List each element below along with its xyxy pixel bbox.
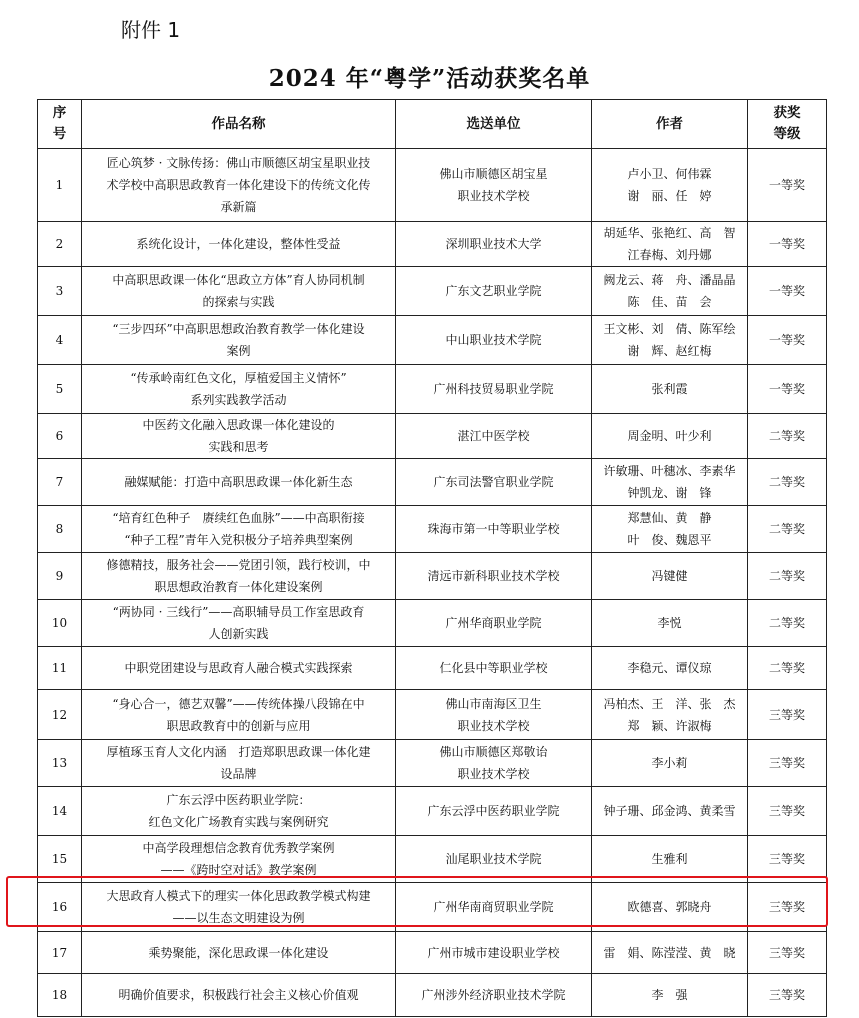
cell-seq: 2 (38, 222, 82, 267)
cell-award-level: 二等奖 (748, 600, 827, 647)
table-row (38, 506, 827, 553)
cell-author-line: 欧德喜、郭晓舟 (627, 900, 712, 914)
cell-author-line: 钟子珊、邱金鸿、黄柔雪 (603, 804, 736, 818)
cell-seq: 5 (38, 365, 82, 414)
table-row (38, 974, 827, 1017)
table-row (38, 149, 827, 222)
cell-author (592, 149, 748, 222)
cell-award-level: 二等奖 (748, 647, 827, 690)
cell-work-name-line: 中高职思政课一体化“思政立方体”育人协同机制 (112, 273, 365, 287)
cell-work-name (82, 267, 396, 316)
cell-award-level: 一等奖 (748, 365, 827, 414)
cell-author-line: 郑慧仙、黄 静 (627, 511, 712, 525)
cell-author-line: 雷 娟、陈滢滢、黄 晓 (603, 945, 736, 960)
cell-seq: 8 (38, 506, 82, 553)
cell-author-line: 李悦 (657, 616, 682, 630)
cell-unit (396, 222, 592, 267)
cell-unit (396, 506, 592, 553)
cell-award-level: 三等奖 (748, 883, 827, 932)
cell-unit-line: 职业技术学校 (457, 767, 530, 781)
cell-seq: 11 (38, 647, 82, 690)
cell-work-name-line: “传承岭南红色文化，厚植爱国主义情怀” (130, 371, 347, 385)
header-unit: 选送单位 (396, 100, 592, 149)
cell-unit-line: 职业技术学校 (457, 189, 530, 203)
cell-work-name-line: 融媒赋能：打造中高职思政课一体化新生态 (124, 475, 353, 489)
cell-author-line: 冯柏杰、王 洋、张 杰 (603, 696, 736, 711)
header-award-level: 获奖 等级 (748, 100, 827, 149)
cell-work-name-line: 人创新实践 (208, 627, 269, 641)
cell-unit (396, 316, 592, 365)
header-seq: 序 号 (38, 100, 82, 149)
cell-seq: 16 (38, 883, 82, 932)
table-row (38, 553, 827, 600)
cell-seq: 6 (38, 414, 82, 459)
cell-author-line: 张利霞 (651, 382, 688, 396)
cell-work-name-line: 中高学段理想信念教育优秀教学案例 (142, 841, 335, 855)
cell-author-line: 谢 辉、赵红梅 (627, 344, 712, 358)
table-row (38, 414, 827, 459)
cell-unit (396, 883, 592, 932)
cell-unit-line: 深圳职业技术大学 (445, 237, 542, 251)
cell-award-level: 三等奖 (748, 740, 827, 787)
table-row (38, 459, 827, 506)
cell-award-level: 一等奖 (748, 222, 827, 267)
cell-author (592, 459, 748, 506)
cell-award-level: 二等奖 (748, 459, 827, 506)
cell-work-name-line: 术学校中高职思政教育一体化建设下的传统文化传 (106, 178, 371, 192)
header-author: 作者 (592, 100, 748, 149)
cell-work-name-line: 红色文化广场教育实践与案例研究 (148, 815, 329, 829)
cell-work-name (82, 459, 396, 506)
award-table (37, 99, 827, 1017)
cell-seq: 4 (38, 316, 82, 365)
table-row (38, 787, 827, 836)
cell-work-name (82, 836, 396, 883)
cell-work-name-line: ——《跨时空对话》教学案例 (160, 863, 317, 877)
table-row (38, 740, 827, 787)
cell-work-name-line: 职思想政治教育一体化建设案例 (154, 580, 323, 594)
cell-work-name (82, 647, 396, 690)
cell-unit (396, 787, 592, 836)
cell-unit-line: 广东司法警官职业学院 (433, 475, 554, 489)
cell-author-line: 周金明、叶少利 (627, 429, 712, 443)
cell-unit (396, 740, 592, 787)
cell-author-line: 李稳元、谭仪琼 (627, 661, 712, 675)
cell-work-name-line: 中职党团建设与思政育人融合模式实践探索 (124, 661, 353, 675)
cell-work-name-line: 系统化设计，一体化建设，整体性受益 (136, 237, 341, 251)
cell-unit-line: 珠海市第一中等职业学校 (427, 522, 560, 536)
cell-work-name-line: 系列实践教学活动 (190, 393, 287, 407)
cell-unit (396, 974, 592, 1017)
table-row (38, 883, 827, 932)
cell-award-level: 一等奖 (748, 149, 827, 222)
cell-work-name-line: 承新篇 (220, 200, 257, 214)
cell-award-level: 三等奖 (748, 932, 827, 974)
cell-author (592, 267, 748, 316)
cell-work-name-line: 实践和思考 (208, 440, 269, 454)
cell-unit (396, 836, 592, 883)
cell-work-name-line: 广东云浮中医药职业学院： (166, 793, 311, 807)
table-row (38, 600, 827, 647)
cell-award-level: 三等奖 (748, 690, 827, 740)
cell-seq: 14 (38, 787, 82, 836)
table-row (38, 647, 827, 690)
cell-author-line: 卢小卫、何伟霖 (627, 167, 712, 181)
cell-work-name-line: “两协同 · 三线行”——高职辅导员工作室思政育 (112, 605, 365, 619)
cell-seq: 1 (38, 149, 82, 222)
cell-work-name (82, 506, 396, 553)
cell-work-name (82, 222, 396, 267)
cell-unit-line: 佛山市顺德区郑敬诒 (439, 745, 548, 759)
table-row (38, 316, 827, 365)
cell-award-level: 二等奖 (748, 414, 827, 459)
cell-author (592, 553, 748, 600)
cell-author-line: 王文彬、刘 倩、陈军绘 (603, 322, 736, 336)
cell-seq: 9 (38, 553, 82, 600)
cell-author-line: 胡延华、张艳红、高 智 (603, 226, 736, 240)
cell-work-name-line: 明确价值要求，积极践行社会主义核心价值观 (118, 988, 359, 1002)
cell-seq: 18 (38, 974, 82, 1017)
table-row (38, 690, 827, 740)
cell-seq: 15 (38, 836, 82, 883)
cell-author (592, 740, 748, 787)
cell-author-line: 陈 佳、苗 会 (627, 295, 712, 309)
cell-author-line: 谢 丽、任 婷 (627, 189, 712, 203)
cell-author-line: 郑 颖、许淑梅 (627, 718, 712, 733)
cell-work-name (82, 316, 396, 365)
cell-work-name (82, 365, 396, 414)
attachment-label: 附件 1 (121, 18, 181, 42)
cell-award-level: 三等奖 (748, 836, 827, 883)
cell-author (592, 506, 748, 553)
cell-unit-line: 广州科技贸易职业学院 (433, 382, 554, 396)
table-header-row (38, 100, 827, 149)
cell-work-name-line: 中医药文化融入思政课一体化建设的 (142, 418, 335, 432)
cell-unit (396, 414, 592, 459)
cell-unit-line: 广东云浮中医药职业学院 (427, 804, 560, 818)
cell-work-name (82, 787, 396, 836)
cell-author (592, 690, 748, 740)
cell-author (592, 414, 748, 459)
cell-author-line: 江春梅、刘丹娜 (627, 248, 712, 262)
cell-unit (396, 149, 592, 222)
cell-award-level: 一等奖 (748, 267, 827, 316)
cell-work-name (82, 149, 396, 222)
cell-unit-line: 仁化县中等职业学校 (439, 661, 548, 675)
cell-work-name-line: ——以生态文明建设为例 (172, 911, 305, 925)
cell-unit (396, 932, 592, 974)
cell-author (592, 600, 748, 647)
cell-award-level: 一等奖 (748, 316, 827, 365)
cell-work-name (82, 932, 396, 974)
cell-author-line: 许敏珊、叶穗冰、李素华 (603, 464, 736, 478)
cell-award-level: 三等奖 (748, 787, 827, 836)
cell-work-name (82, 883, 396, 932)
cell-author-line: 阙龙云、蒋 舟、潘晶晶 (603, 273, 736, 287)
cell-unit-line: 职业技术学校 (457, 718, 530, 733)
cell-unit (396, 647, 592, 690)
cell-award-level: 三等奖 (748, 974, 827, 1017)
cell-author-line: 钟凯龙、谢 锋 (627, 486, 712, 500)
cell-work-name (82, 690, 396, 740)
cell-unit-line: 广州市城市建设职业学校 (427, 945, 560, 960)
cell-unit-line: 中山职业技术学院 (445, 333, 542, 347)
cell-seq: 3 (38, 267, 82, 316)
cell-work-name-line: 厚植琢玉育人文化内涵 打造郑职思政课一体化建 (106, 745, 371, 759)
cell-work-name-line: 设品牌 (220, 767, 257, 781)
cell-unit (396, 600, 592, 647)
table-row (38, 222, 827, 267)
cell-work-name-line: “培育红色种子 赓续红色血脉”——中高职衔接 (112, 511, 365, 525)
cell-unit-line: 汕尾职业技术学院 (445, 852, 542, 866)
cell-work-name-line: “三步四环”中高职思想政治教育教学一体化建设 (112, 322, 365, 336)
cell-unit-line: 广州涉外经济职业技术学院 (421, 988, 566, 1002)
cell-author (592, 222, 748, 267)
cell-author-line: 李 强 (651, 988, 688, 1002)
cell-seq: 7 (38, 459, 82, 506)
cell-unit (396, 459, 592, 506)
cell-unit-line: 佛山市南海区卫生 (445, 696, 542, 711)
cell-work-name-line: 大思政育人模式下的理实一体化思政教学模式构建 (106, 889, 371, 903)
cell-award-level: 二等奖 (748, 506, 827, 553)
cell-author (592, 974, 748, 1017)
table-row (38, 932, 827, 974)
document-title: 2024 年“粤学”活动获奖名单 (268, 65, 591, 92)
cell-seq: 10 (38, 600, 82, 647)
cell-author (592, 932, 748, 974)
cell-work-name-line: “身心合一，德艺双馨”——传统体操八段锦在中 (112, 696, 365, 711)
cell-seq: 13 (38, 740, 82, 787)
cell-unit-line: 广东文艺职业学院 (445, 284, 542, 298)
table-row (38, 267, 827, 316)
cell-work-name-line: 匠心筑梦 · 文脉传扬：佛山市顺德区胡宝星职业技 (106, 156, 371, 170)
cell-author-line: 李小莉 (651, 756, 688, 770)
cell-author (592, 316, 748, 365)
cell-unit (396, 690, 592, 740)
cell-author (592, 836, 748, 883)
cell-author-line: 生雅利 (651, 852, 688, 866)
cell-unit (396, 365, 592, 414)
cell-work-name-line: 案例 (226, 344, 251, 358)
cell-author-line: 冯键健 (651, 569, 688, 583)
cell-unit-line: 广州华南商贸职业学院 (433, 900, 554, 914)
cell-author (592, 647, 748, 690)
cell-work-name (82, 600, 396, 647)
table-row (38, 836, 827, 883)
header-work-name: 作品名称 (82, 100, 396, 149)
cell-work-name-line: 职思政教育中的创新与应用 (166, 718, 311, 733)
table-row (38, 365, 827, 414)
cell-work-name (82, 553, 396, 600)
cell-unit-line: 清远市新科职业技术学校 (427, 569, 560, 583)
cell-work-name-line: “种子工程”青年入党积极分子培养典型案例 (124, 533, 353, 547)
cell-unit-line: 湛江中医学校 (457, 429, 530, 443)
cell-work-name-line: 乘势聚能，深化思政课一体化建设 (148, 945, 329, 960)
cell-unit-line: 佛山市顺德区胡宝星 (439, 167, 548, 181)
cell-award-level: 二等奖 (748, 553, 827, 600)
cell-author (592, 883, 748, 932)
cell-work-name (82, 740, 396, 787)
cell-work-name (82, 414, 396, 459)
cell-work-name (82, 974, 396, 1017)
cell-seq: 17 (38, 932, 82, 974)
cell-unit-line: 广州华商职业学院 (445, 616, 542, 630)
cell-work-name-line: 的探索与实践 (202, 295, 275, 309)
cell-author (592, 365, 748, 414)
cell-author-line: 叶 俊、魏恩平 (627, 533, 712, 547)
cell-work-name-line: 修德精技，服务社会——党团引领，践行校训，中 (106, 558, 371, 572)
cell-seq: 12 (38, 690, 82, 740)
cell-unit (396, 267, 592, 316)
cell-unit (396, 553, 592, 600)
cell-author (592, 787, 748, 836)
